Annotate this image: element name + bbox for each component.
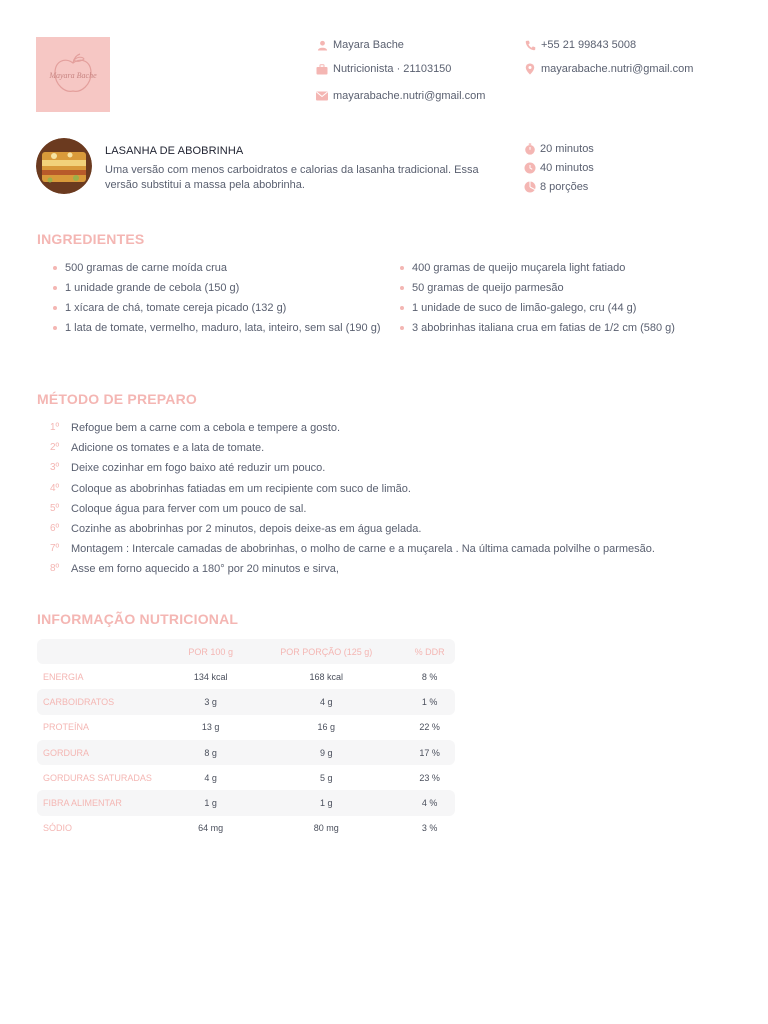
table-cell: 134 kcal: [193, 671, 228, 682]
apple-logo-icon: [43, 51, 103, 99]
table-header-row: [37, 639, 455, 664]
table-cell: 8 %: [421, 671, 438, 682]
clock-icon: [524, 162, 536, 174]
nutrition-table: [37, 639, 455, 841]
step-number: 5º: [50, 502, 60, 514]
nutritionist-name: Mayara Bache: [333, 39, 404, 51]
method-steps: [50, 418, 655, 580]
list-item: 1 lata de tomate, vermelho, maduro, lata, inteiro, sem sal (190 g): [51, 318, 381, 338]
cook-time-value: 40 minutos: [540, 162, 594, 174]
nutrient-label: FIBRA ALIMENTAR: [37, 790, 173, 815]
ingredients-list-left: [51, 258, 381, 338]
nutrient-label: PROTEÍNA: [43, 722, 90, 733]
table-header: % DDR: [404, 639, 455, 664]
step-number: 7º: [50, 543, 60, 555]
prep-time: [524, 143, 594, 155]
step-text: Adicione os tomates e a lata de tomate.: [71, 442, 265, 455]
contact-location: [524, 63, 693, 75]
person-icon: [316, 39, 328, 51]
step-text: Cozinhe as abobrinhas por 2 minutos, depois deixe-as em água gelada.: [71, 523, 422, 536]
table-cell: 3 g: [173, 689, 248, 714]
table-cell: 5 g: [320, 772, 333, 783]
ingredients-title: INGREDIENTES: [37, 231, 145, 247]
table-row: [37, 765, 455, 790]
cook-time: [524, 162, 594, 174]
logo-signature: Mayara Bache: [49, 70, 97, 80]
step-number: 2º: [50, 442, 60, 454]
nutrient-label: GORDURA: [37, 740, 173, 765]
location-pin-icon: [524, 63, 536, 75]
table-header: POR PORÇÃO (125 g): [248, 639, 404, 664]
nutrient-label: CARBOIDRATOS: [37, 689, 173, 714]
email-alt-link[interactable]: mayarabache.nutri@gmail.com: [541, 63, 694, 75]
table-cell: 4 g: [248, 689, 404, 714]
nutrient-label: ENERGIA: [43, 671, 84, 682]
servings-value: 8 porções: [540, 181, 589, 193]
step-number: 8º: [50, 563, 60, 575]
step-item: [50, 418, 655, 438]
list-item: 500 gramas de carne moída crua: [51, 258, 381, 278]
table-row: [37, 740, 455, 765]
list-item: 1 unidade grande de cebola (150 g): [51, 278, 381, 298]
servings: [524, 181, 588, 193]
list-item: 1 unidade de suco de limão-galego, cru (44 g): [398, 298, 718, 318]
table-row: [37, 816, 455, 841]
recipe-title: LASANHA DE ABOBRINHA: [105, 145, 244, 157]
table-cell: 80 mg: [313, 823, 339, 834]
step-text: Refogue bem a carne com a cebola e tempere a gosto.: [71, 422, 341, 434]
table-cell: 22 %: [419, 722, 440, 733]
step-number: 1º: [50, 422, 60, 433]
table-cell: 17 %: [404, 740, 455, 765]
table-cell: 1 %: [404, 689, 455, 714]
nutrient-label: GORDURAS SATURADAS: [43, 772, 152, 783]
step-text: Coloque água para ferver com um pouco de sal.: [71, 502, 307, 515]
mail-icon: [316, 90, 328, 102]
table-cell: 3 %: [421, 823, 438, 834]
table-cell: 16 g: [317, 722, 336, 733]
table-cell: 4 %: [404, 790, 455, 815]
list-item: 400 gramas de queijo muçarela light fatiado: [398, 258, 718, 278]
phone-icon: [524, 39, 536, 51]
contact-role: [316, 63, 451, 75]
nutrient-label: SÓDIO: [43, 823, 73, 834]
table-cell: 8 g: [173, 740, 248, 765]
table-cell: 168 kcal: [309, 671, 344, 682]
contact-email: [316, 90, 485, 102]
table-cell: 64 mg: [198, 823, 224, 834]
step-text: Montagem : Intercale camadas de abobrinhas, o molho de carne e a muçarela . Na última camada polvilhe o parmesão.: [71, 543, 655, 556]
step-text: Deixe cozinhar em fogo baixo até reduzir um pouco.: [71, 462, 326, 475]
step-number: 3º: [50, 462, 60, 474]
step-number: 4º: [50, 482, 60, 494]
step-item: [50, 539, 655, 559]
recipe-photo: [36, 138, 92, 194]
table-cell: 1 g: [248, 790, 404, 815]
phone-number[interactable]: +55 21 99843 5008: [541, 39, 637, 51]
table-header: [37, 639, 173, 664]
timer-icon: [524, 143, 536, 155]
table-cell: 1 g: [173, 790, 248, 815]
step-text: Coloque as abobrinhas fatiadas em um recipiente com suco de limão.: [71, 482, 411, 495]
table-cell: 13 g: [201, 722, 220, 733]
table-row: [37, 689, 455, 714]
table-cell: 23 %: [419, 772, 440, 783]
step-item: [50, 559, 655, 579]
briefcase-icon: [316, 63, 328, 75]
list-item: 1 xícara de chá, tomate cereja picado (132 g): [51, 298, 381, 318]
table-row: [37, 715, 455, 740]
step-item: [50, 499, 655, 519]
step-number: 6º: [50, 523, 60, 535]
email-link[interactable]: mayarabache.nutri@gmail.com: [333, 90, 486, 102]
pie-icon: [524, 181, 536, 193]
step-text: Asse em forno aquecido a 180° por 20 minutos e sirva,: [71, 563, 339, 576]
table-row: [37, 664, 455, 689]
contact-name: [316, 39, 404, 51]
logo: [36, 37, 110, 112]
nutritionist-role: Nutricionista · 21103150: [333, 63, 452, 75]
list-item: 3 abobrinhas italiana crua em fatias de 1/2 cm (580 g): [398, 318, 718, 338]
table-cell: 9 g: [248, 740, 404, 765]
list-item: 50 gramas de queijo parmesão: [398, 278, 718, 298]
step-item: [50, 438, 655, 458]
method-title: MÉTODO DE PREPARO: [37, 391, 198, 407]
recipe-description: Uma versão com menos carboidratos e calorias da lasanha tradicional. Essa versão substitui a massa pela abobrinha.: [105, 164, 479, 191]
nutrition-title: INFORMAÇÃO NUTRICIONAL: [37, 611, 239, 627]
ingredients-list-right: [398, 258, 718, 338]
table-cell: 4 g: [204, 772, 217, 783]
step-item: [50, 458, 655, 478]
prep-time-value: 20 minutos: [540, 143, 594, 155]
contact-phone: [524, 39, 636, 51]
step-item: [50, 519, 655, 539]
table-row: [37, 790, 455, 815]
step-item: [50, 479, 655, 499]
table-header: POR 100 g: [173, 639, 248, 664]
